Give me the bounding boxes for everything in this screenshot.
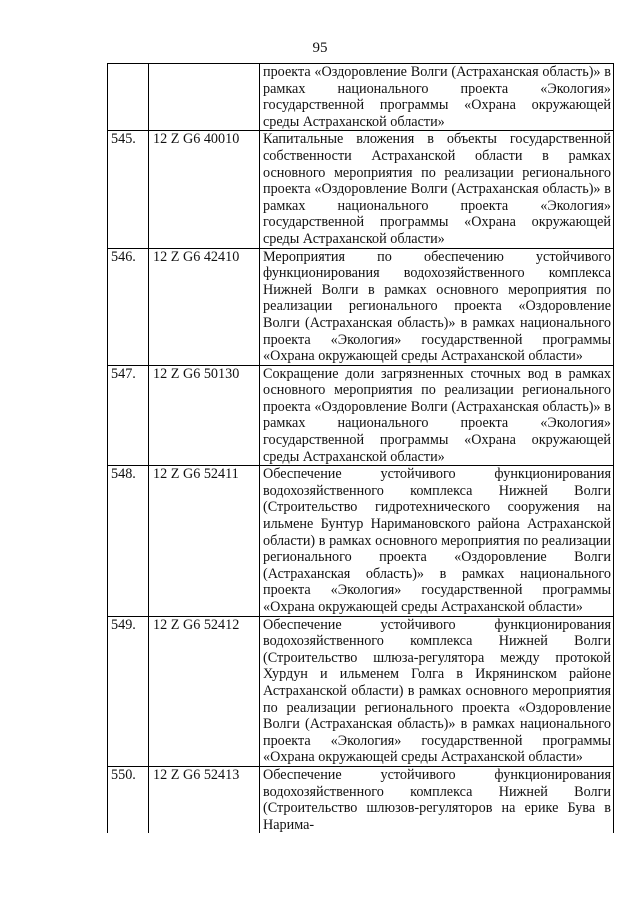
row-description: проекта «Оздоровление Волги (Астраханская область)» в рамках национального проекта «Экология» государственной программы «Охрана окружающей среды Астраханской области» [260,64,614,131]
classification-code [149,64,260,131]
budget-classification-table [107,63,614,833]
table-row [108,365,614,466]
row-description: Мероприятия по обеспечению устойчивого функционирования водохозяйственного комплекса Нижней Волги в рамках основного мероприятия по реализации регионального проекта «Оздоровление Волги (Астраханская область)» в рамках национального проекта «Экология» государственной программы «Охрана окружающей среды Астраханской области» [260,248,614,365]
classification-code: 12 Z G6 42410 [149,248,260,365]
row-description: Обеспечение устойчивого функционирования водохозяйственного комплекса Нижней Волги (Строительство шлюза-регулятора между протокой Хурдун и ильменем Голга в Икрянинском районе Астраханской области) в рамках основного мероприятия по реализации регионального проекта «Оздоровление Волги (Астраханская область)» в рамках национального проекта «Экология» государственной программы «Охрана окружающей среды Астраханской области» [260,616,614,766]
row-description: Сокращение доли загрязненных сточных вод в рамках основного мероприятия по реализации регионального проекта «Оздоровление Волги (Астраханская область)» в рамках национального проекта «Экология» государственной программы «Охрана окружающей среды Астраханской области» [260,365,614,466]
table-row [108,131,614,248]
table-row [108,766,614,833]
row-description: Капитальные вложения в объекты государственной собственности Астраханской области в рамках основного мероприятия по реализации регионального проекта «Оздоровление Волги (Астраханская область)» в рамках национального проекта «Экология» государственной программы «Охрана окружающей среды Астраханской области» [260,131,614,248]
classification-code: 12 Z G6 50130 [149,365,260,466]
classification-code: 12 Z G6 40010 [149,131,260,248]
page-number: 95 [312,40,328,56]
row-number: 549. [108,616,149,766]
row-description: Обеспечение устойчивого функционирования водохозяйственного комплекса Нижней Волги (Строительство шлюзов-регуляторов на ерике Бува в Нарима- [260,766,614,833]
table-row [108,616,614,766]
row-number: 546. [108,248,149,365]
table-row [108,64,614,131]
classification-code: 12 Z G6 52412 [149,616,260,766]
row-number: 550. [108,766,149,833]
row-number: 548. [108,466,149,616]
row-number [108,64,149,131]
classification-code: 12 Z G6 52411 [149,466,260,616]
table-row [108,466,614,616]
row-description: Обеспечение устойчивого функционирования водохозяйственного комплекса Нижней Волги (Строительство гидротехнического сооружения на ильмене Бунтур Наримановского района Астраханской области) в рамках основного мероприятия по реализации регионального проекта «Оздоровление Волги (Астраханская область)» в рамках национального проекта «Экология» государственной программы «Охрана окружающей среды Астраханской области» [260,466,614,616]
row-number: 547. [108,365,149,466]
classification-code: 12 Z G6 52413 [149,766,260,833]
row-number: 545. [108,131,149,248]
table-row [108,248,614,365]
